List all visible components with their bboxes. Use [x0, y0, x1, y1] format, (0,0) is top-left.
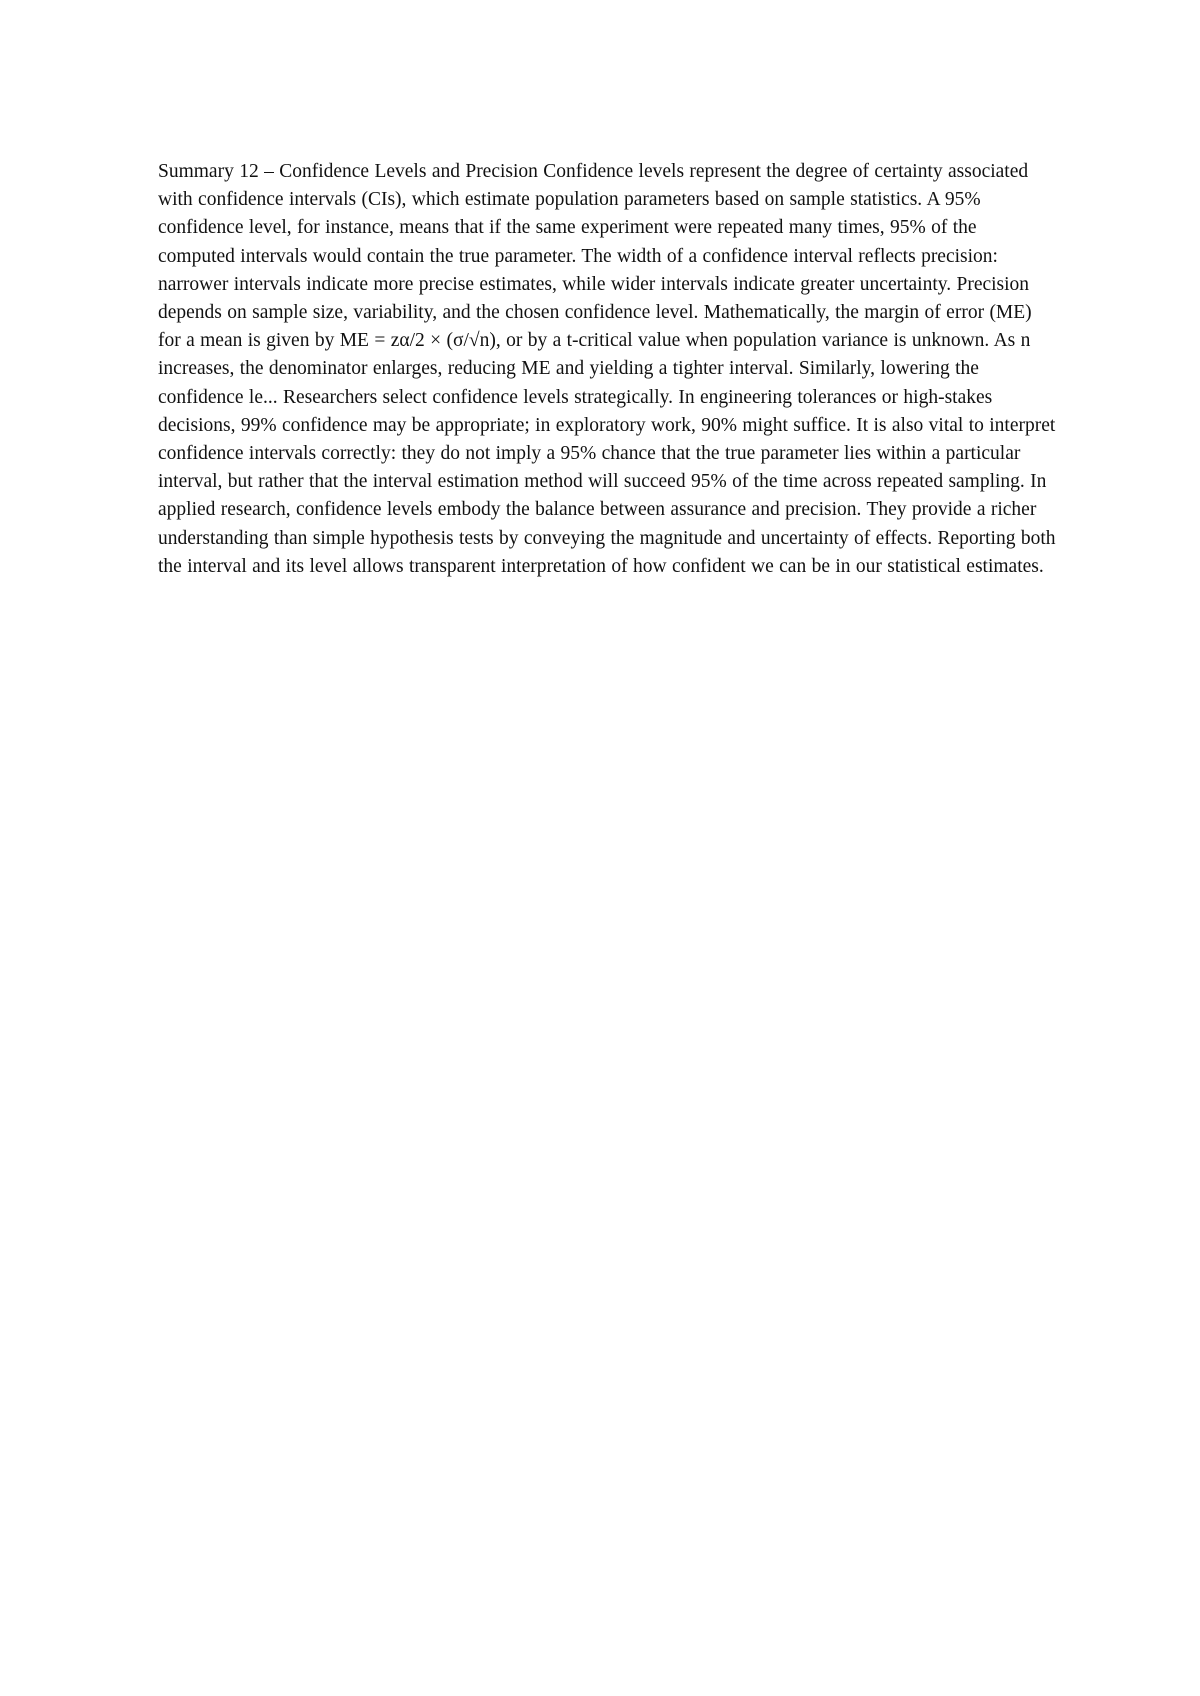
summary-paragraph: Summary 12 – Confidence Levels and Precision Confidence levels represent the degree of certainty associated with confidence intervals (CIs), which estimate population parameters based on sample statistics. A 95% confidence level, for instance, means that if the same experiment were repeated many times, 95% of the computed intervals would contain the true parameter. The width of a confidence interval reflects precision: narrower intervals indicate more precise estimates, while wider intervals indicate greater uncertainty. Precision depends on sample size, variability, and the chosen confidence level. Mathematically, the margin of error (ME) for a mean is given by ME = zα/2 × (σ/√n), or by a t-critical value when population variance is unknown. As n increases, the denominator enlarges, reducing ME and yielding a tighter interval. Similarly, lowering the confidence le... Researchers select confidence levels strategically. In engineering tolerances or high-stakes decisions, 99% confidence may be appropriate; in exploratory work, 90% might suffice. It is also vital to interpret confidence intervals correctly: they do not imply a 95% chance that the true parameter lies within a particular interval, but rather that the interval estimation method will succeed 95% of the time across repeated sampling. In applied research, confidence levels embody the balance between assurance and precision. They provide a richer understanding than simple hypothesis tests by conveying the magnitude and uncertainty of effects. Reporting both the interval and its level allows transparent interpretation of how confident we can be in our statistical estimates. [158, 161, 1056, 577]
